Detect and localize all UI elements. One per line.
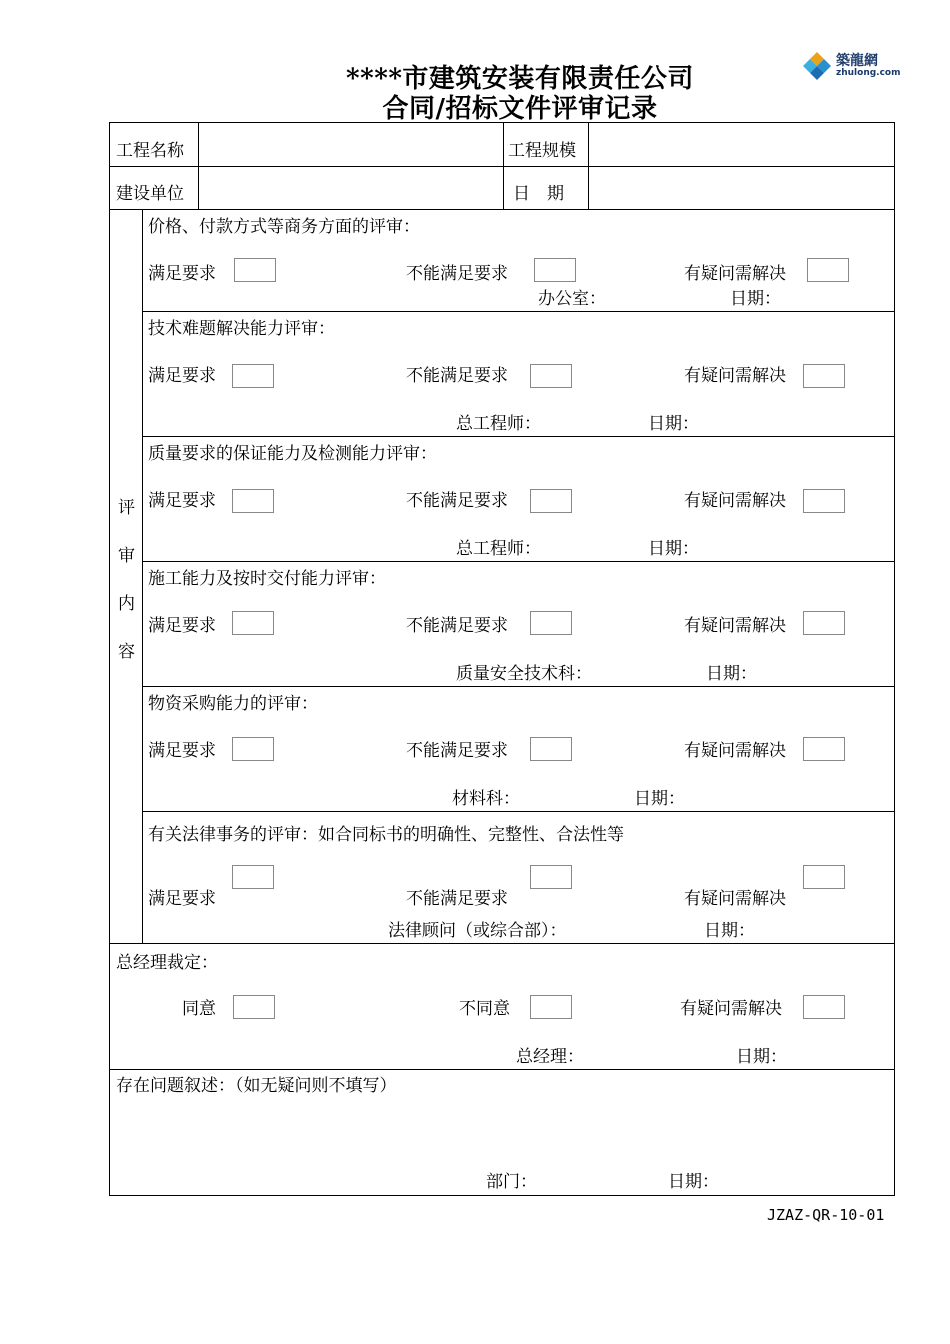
date-sign-label: 日期： (730, 289, 781, 309)
gm-question-checkbox[interactable] (803, 995, 845, 1019)
not-meet-checkbox[interactable] (534, 258, 576, 282)
zhulong-logo (800, 50, 900, 82)
not-meet-checkbox[interactable] (530, 364, 572, 388)
logo-mark-icon (800, 50, 834, 82)
option-meet-label: 满足要求 (148, 741, 216, 761)
question-checkbox[interactable] (803, 611, 845, 635)
date-sign-label: 日期： (706, 664, 757, 684)
question-checkbox[interactable] (803, 737, 845, 761)
project-name-label: 工程名称 (116, 141, 184, 161)
date-sign-label: 日期： (704, 921, 755, 941)
option-question-label: 有疑问需解决 (684, 264, 786, 284)
option-question-label: 有疑问需解决 (684, 889, 786, 909)
meet-checkbox[interactable] (232, 737, 274, 761)
section-title: 技术难题解决能力评审： (148, 319, 335, 339)
logo-url: zhulong.com (836, 68, 901, 78)
section-title: 物资采购能力的评审： (148, 694, 318, 714)
option-not-meet-label: 不能满足要求 (406, 491, 508, 511)
issues-title: 存在问题叙述：（如无疑问则不填写） (116, 1076, 397, 1096)
question-checkbox[interactable] (807, 258, 849, 282)
option-not-meet-label: 不能满足要求 (406, 264, 508, 284)
gm-question-label: 有疑问需解决 (680, 999, 782, 1019)
form-title: 合同/招标文件评审记录 (382, 94, 658, 124)
project-name-field[interactable] (200, 125, 500, 165)
agree-checkbox[interactable] (233, 995, 275, 1019)
side-label-char: 内 (118, 594, 135, 614)
disagree-label: 不同意 (459, 999, 510, 1019)
option-meet-label: 满足要求 (148, 889, 216, 909)
not-meet-checkbox[interactable] (530, 611, 572, 635)
not-meet-checkbox[interactable] (530, 737, 572, 761)
date-sign-label: 日期： (648, 539, 699, 559)
meet-checkbox[interactable] (232, 489, 274, 513)
question-checkbox[interactable] (803, 865, 845, 889)
question-checkbox[interactable] (803, 364, 845, 388)
date-field[interactable] (590, 168, 890, 208)
date-sign-label: 日期： (648, 414, 699, 434)
logo-text: 築龍網 (836, 53, 878, 69)
meet-checkbox[interactable] (232, 611, 274, 635)
option-question-label: 有疑问需解决 (684, 366, 786, 386)
not-meet-checkbox[interactable] (530, 865, 572, 889)
side-label-char: 审 (118, 546, 135, 566)
builder-field[interactable] (200, 168, 500, 208)
option-question-label: 有疑问需解决 (684, 741, 786, 761)
option-meet-label: 满足要求 (148, 366, 216, 386)
builder-label: 建设单位 (116, 184, 184, 204)
agree-label: 同意 (182, 999, 216, 1019)
company-title: ****市建筑安装有限责任公司 (346, 64, 694, 94)
option-not-meet-label: 不能满足要求 (406, 366, 508, 386)
disagree-checkbox[interactable] (530, 995, 572, 1019)
section-title: 有关法律事务的评审：如合同标书的明确性、完整性、合法性等 (148, 825, 624, 845)
option-question-label: 有疑问需解决 (684, 491, 786, 511)
option-meet-label: 满足要求 (148, 264, 216, 284)
date-sign-label: 日期： (634, 789, 685, 809)
signer-label: 材料科： (452, 789, 520, 809)
side-label-char: 评 (118, 498, 135, 518)
option-not-meet-label: 不能满足要求 (406, 741, 508, 761)
section-title: 质量要求的保证能力及检测能力评审： (148, 444, 437, 464)
signer-label: 总工程师： (456, 539, 541, 559)
option-not-meet-label: 不能满足要求 (406, 889, 508, 909)
issues-text-area[interactable] (114, 1099, 890, 1167)
meet-checkbox[interactable] (232, 364, 274, 388)
signer-label: 总工程师： (456, 414, 541, 434)
meet-checkbox[interactable] (234, 258, 276, 282)
gm-signer-label: 总经理： (516, 1047, 584, 1067)
option-not-meet-label: 不能满足要求 (406, 616, 508, 636)
gm-decision-title: 总经理裁定： (116, 953, 218, 973)
signer-label: 质量安全技术科： (456, 664, 592, 684)
section-title: 价格、付款方式等商务方面的评审： (148, 217, 420, 237)
option-meet-label: 满足要求 (148, 491, 216, 511)
question-checkbox[interactable] (803, 489, 845, 513)
side-label-char: 容 (118, 642, 135, 662)
not-meet-checkbox[interactable] (530, 489, 572, 513)
issues-dept-label: 部门： (486, 1172, 537, 1192)
signer-label: 办公室： (538, 289, 606, 309)
project-scale-label: 工程规模 (508, 141, 576, 161)
option-meet-label: 满足要求 (148, 616, 216, 636)
project-scale-field[interactable] (590, 125, 890, 165)
form-code: JZAZ-QR-10-01 (767, 1206, 885, 1224)
signer-label: 法律顾问（或综合部）： (388, 921, 567, 941)
review-form (109, 122, 895, 1196)
date-label: 日 期 (513, 184, 564, 204)
gm-date-label: 日期： (736, 1047, 787, 1067)
option-question-label: 有疑问需解决 (684, 616, 786, 636)
issues-date-label: 日期： (668, 1172, 719, 1192)
meet-checkbox[interactable] (232, 865, 274, 889)
section-title: 施工能力及按时交付能力评审： (148, 569, 386, 589)
